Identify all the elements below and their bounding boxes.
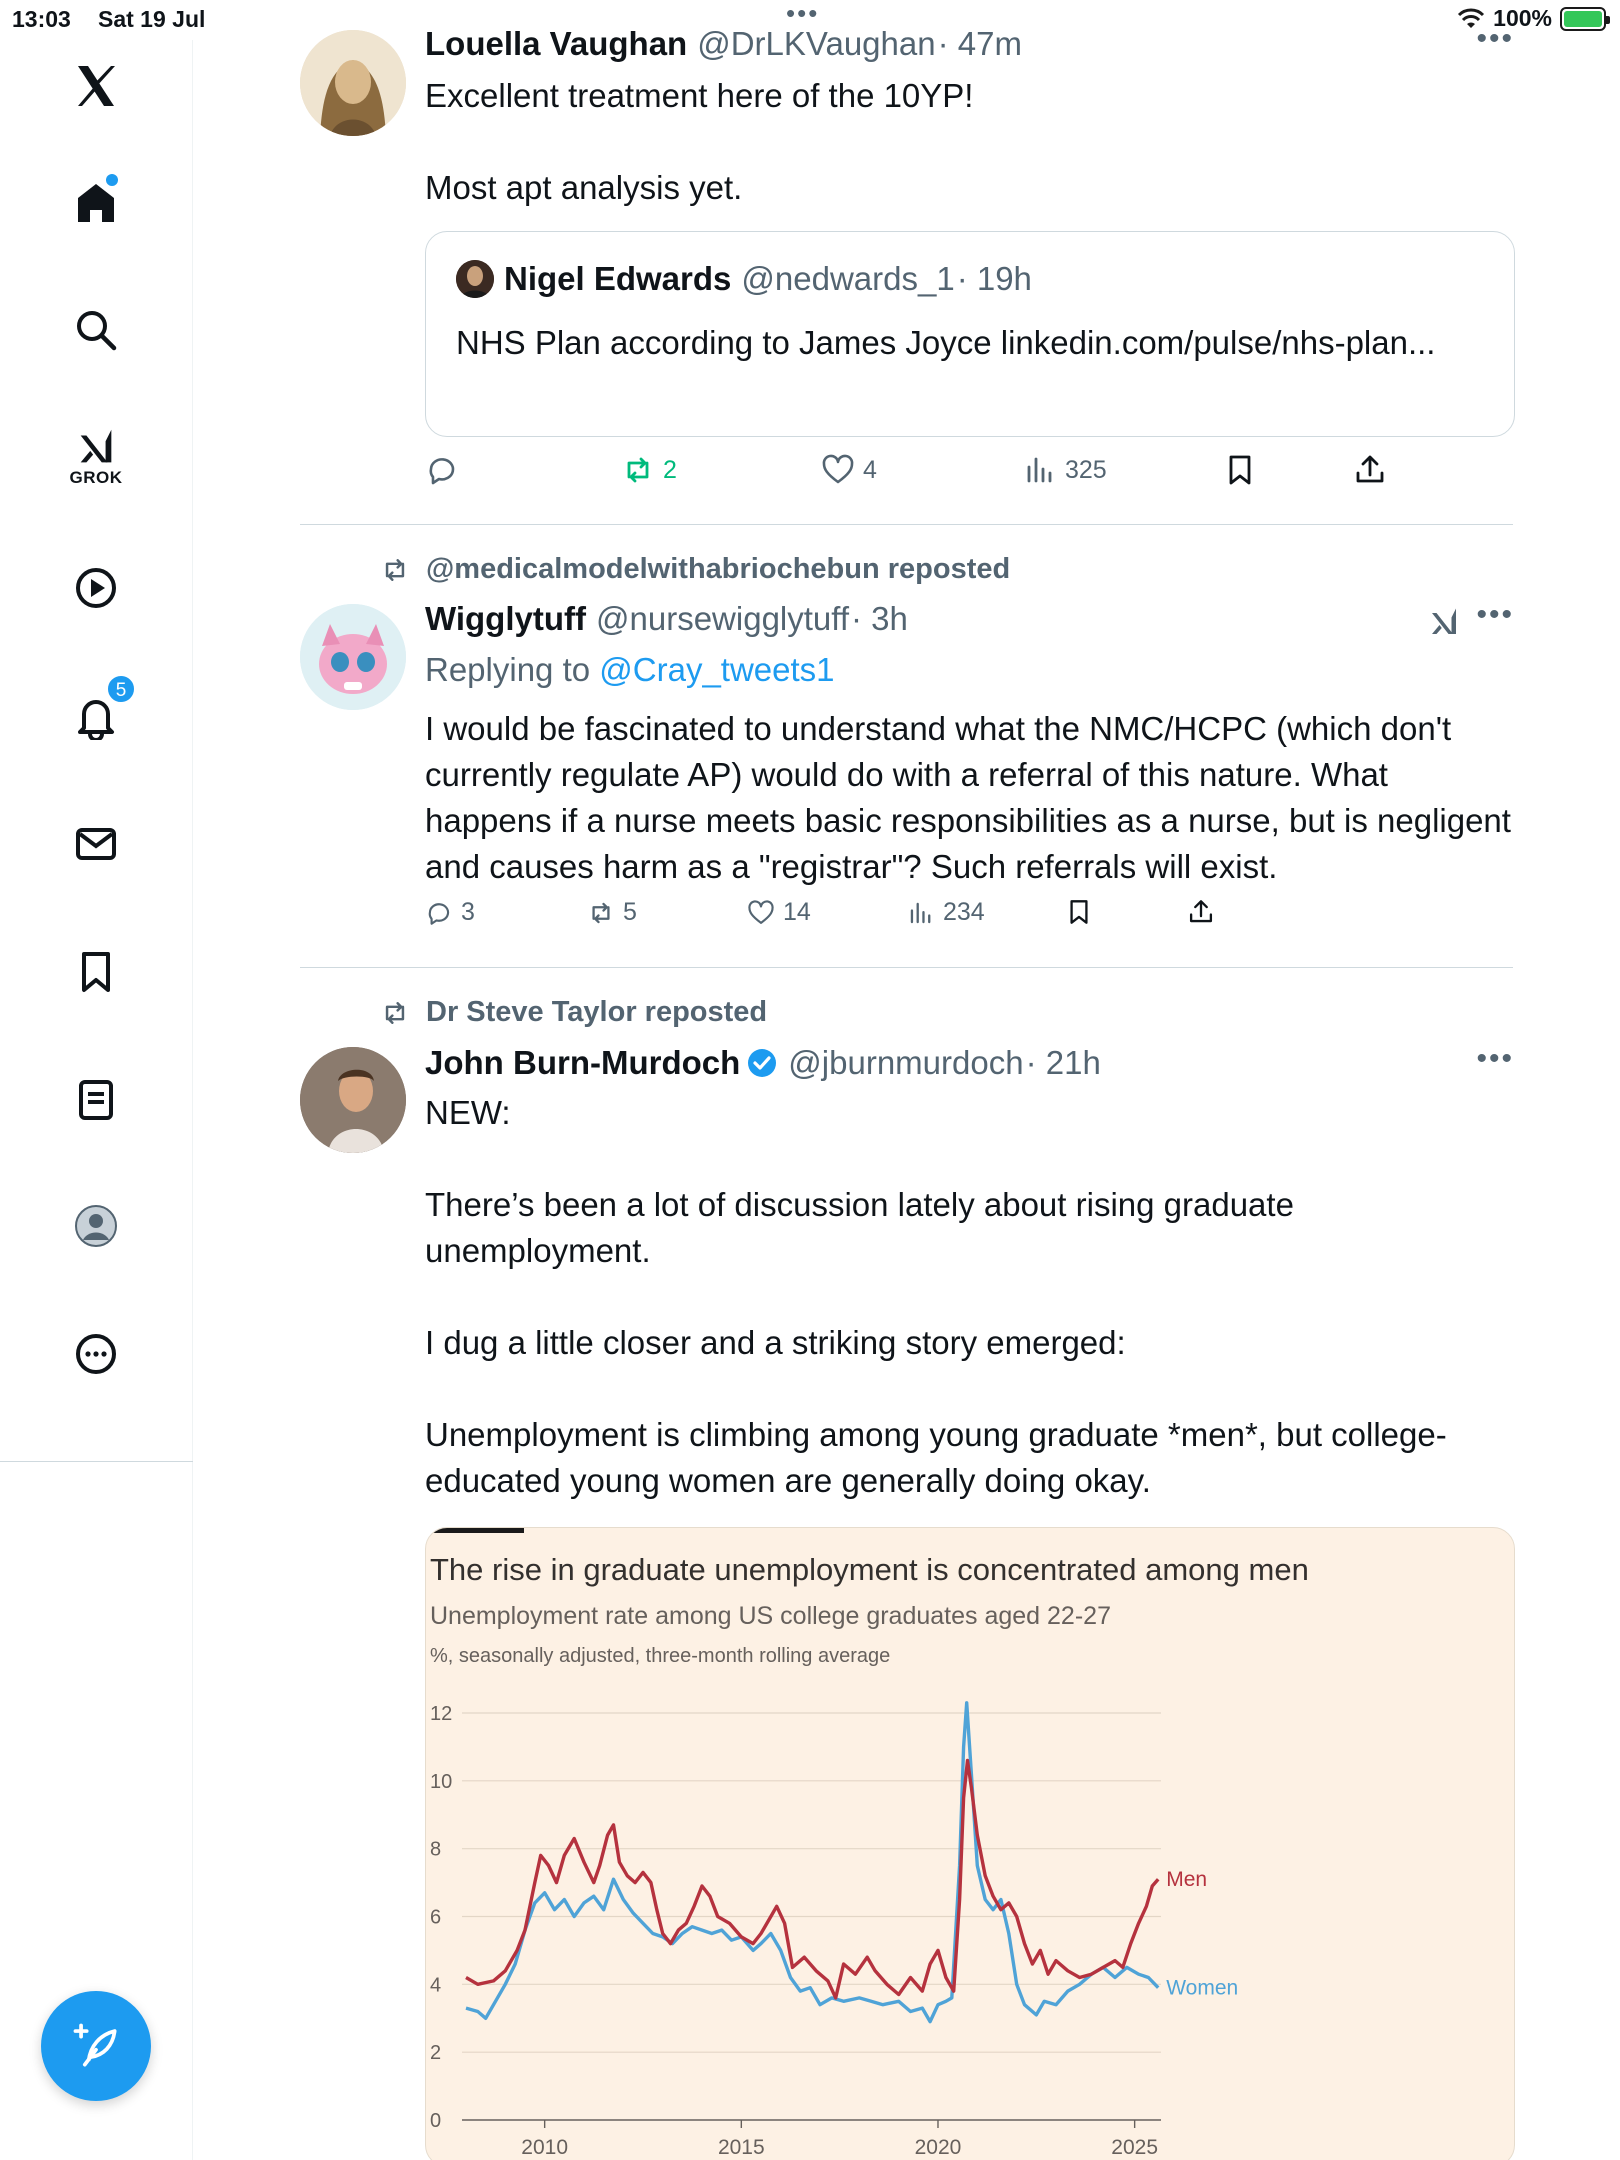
x-tick-label: 2015 — [717, 2136, 765, 2159]
repost-icon — [621, 453, 655, 487]
more-options-icon[interactable]: ••• — [1476, 22, 1514, 55]
profile-icon[interactable] — [50, 1180, 142, 1272]
y-tick-label: 12 — [430, 1703, 453, 1725]
bookmarks-icon[interactable] — [50, 926, 142, 1018]
grok-label: GROK — [69, 468, 123, 487]
views-button[interactable] — [907, 898, 985, 927]
bookmark-button[interactable] — [1223, 453, 1257, 487]
reposted-by[interactable]: Dr Steve Taylor reposted — [426, 996, 768, 1028]
lists-icon[interactable] — [50, 1054, 142, 1146]
compose-icon — [68, 2018, 124, 2074]
replying-to-label: Replying to — [425, 651, 600, 688]
quote-author-handle: @nedwards_1 — [741, 260, 955, 297]
repost-icon — [378, 555, 412, 585]
chart-note: %, seasonally adjusted, three-month rolling average — [430, 1645, 891, 1667]
sidebar-nav — [0, 40, 193, 2160]
series-line-men — [466, 1761, 1158, 1998]
share-button[interactable] — [1187, 898, 1215, 926]
notifications-badge: 5 — [106, 674, 136, 704]
bookmark-button[interactable] — [1065, 898, 1093, 926]
like-button[interactable] — [747, 898, 811, 927]
bookmark-icon — [1065, 898, 1093, 926]
post-actions — [425, 453, 1425, 503]
repost-icon — [378, 998, 412, 1028]
repost-count: 5 — [623, 898, 637, 926]
heart-icon — [821, 453, 855, 487]
chart-subtitle: Unemployment rate among US college graduates aged 22-27 — [430, 1602, 1111, 1630]
y-tick-label: 6 — [430, 1906, 442, 1929]
post-header — [425, 25, 1022, 63]
grok-icon[interactable] — [1426, 604, 1462, 640]
post-text: Excellent treatment here of the 10YP! Most apt analysis yet. — [425, 77, 974, 206]
post-divider — [300, 524, 1513, 525]
repost-icon — [587, 899, 615, 927]
quote-author-name: Nigel Edwards — [504, 260, 732, 297]
repost-button[interactable] — [587, 898, 637, 927]
reposted-by[interactable]: @medicalmodelwithabriochebun reposted — [426, 553, 1011, 585]
post-header — [425, 600, 908, 638]
post-time: · 21h — [1025, 1044, 1101, 1081]
more-options-icon[interactable]: ••• — [1476, 1042, 1514, 1075]
repost-indicator — [378, 553, 1010, 586]
replying-to-handle[interactable]: @Cray_tweets1 — [599, 651, 835, 688]
avatar[interactable] — [300, 30, 406, 136]
reply-button[interactable] — [425, 898, 475, 927]
more-options-icon[interactable]: ••• — [1476, 598, 1514, 631]
series-label-men: Men — [1166, 1868, 1208, 1892]
quote-avatar — [456, 260, 494, 298]
battery-percent: 100% — [1493, 5, 1552, 31]
author-handle[interactable]: @DrLKVaughan — [697, 25, 936, 62]
status-time: 13:03 — [12, 6, 71, 32]
repost-indicator — [378, 996, 767, 1029]
compose-button[interactable] — [41, 1991, 151, 2101]
sidebar-divider — [0, 1461, 193, 1462]
author-name[interactable]: John Burn-Murdoch — [425, 1044, 741, 1081]
series-label-women: Women — [1166, 1976, 1239, 2000]
chart-title: The rise in graduate unemployment is concentrated among men — [430, 1552, 1309, 1587]
analytics-icon — [907, 899, 935, 927]
post-time: · 3h — [851, 600, 908, 637]
y-tick-label: 4 — [430, 1974, 442, 1997]
analytics-icon — [1023, 453, 1057, 487]
post-text: NEW: There’s been a lot of discussion lately about rising graduate unemployment. I dug a little closer and a striking story emerged: Unemployment is climbing among young graduate *men*, but college-educated young women are generally doing okay. — [425, 1094, 1447, 1499]
post-time: · 47m — [937, 25, 1022, 62]
avatar[interactable] — [300, 604, 406, 710]
home-unread-dot — [106, 174, 118, 186]
repost-button[interactable] — [621, 453, 677, 487]
x-tick-label: 2020 — [914, 2136, 962, 2159]
reply-button[interactable] — [425, 453, 459, 487]
quote-time: · 19h — [956, 260, 1032, 297]
share-button[interactable] — [1353, 453, 1387, 487]
reply-icon — [425, 899, 453, 927]
status-date: Sat 19 Jul — [98, 6, 206, 32]
more-icon[interactable] — [50, 1308, 142, 1400]
like-count: 4 — [863, 455, 877, 484]
chart-image[interactable] — [425, 1527, 1515, 2160]
y-tick-label: 0 — [430, 2110, 442, 2132]
timeline — [194, 0, 1620, 2160]
views-button[interactable] — [1023, 453, 1107, 487]
like-count: 14 — [783, 898, 811, 926]
x-tick-label: 2010 — [521, 2136, 569, 2159]
x-logo-icon[interactable] — [50, 40, 142, 132]
reply-icon — [425, 453, 459, 487]
author-name[interactable]: Louella Vaughan — [425, 25, 688, 62]
series-line-women — [466, 1703, 1158, 2022]
author-name[interactable]: Wigglytuff — [425, 600, 586, 637]
video-icon[interactable] — [50, 542, 142, 634]
y-tick-label: 2 — [430, 2042, 442, 2065]
quoted-post[interactable] — [425, 231, 1515, 437]
view-count: 234 — [943, 898, 985, 926]
x-tick-label: 2025 — [1111, 2136, 1159, 2159]
post-header — [425, 1044, 1101, 1082]
post-text: I would be fascinated to understand what the NMC/HCPC (which don't currently regulate AP) would do with a referral of this nature. What happens if a nurse meets basic responsibilities as a nurse, but is negligent and causes harm as a "registrar"? Such referrals will exist. — [425, 710, 1521, 885]
reply-count: 3 — [461, 898, 475, 926]
post-divider — [300, 967, 1513, 968]
home-icon[interactable] — [50, 156, 142, 248]
view-count: 325 — [1065, 455, 1107, 484]
repost-count: 2 — [663, 455, 677, 484]
y-tick-label: 10 — [430, 1770, 453, 1793]
avatar[interactable] — [300, 1047, 406, 1153]
multitasking-dots-icon[interactable]: ••• — [786, 0, 820, 28]
quote-text: NHS Plan according to James Joyce linkedin.com/pulse/nhs-plan... — [456, 324, 1436, 361]
share-icon — [1187, 898, 1215, 926]
messages-icon[interactable] — [50, 798, 142, 890]
author-handle[interactable]: @jburnmurdoch — [788, 1044, 1024, 1081]
post-actions — [425, 898, 1425, 948]
quote-header — [456, 260, 1032, 298]
line-chart — [426, 1528, 1515, 2160]
search-icon[interactable] — [50, 284, 142, 376]
share-icon — [1353, 453, 1387, 487]
like-button[interactable] — [821, 453, 877, 487]
y-tick-label: 8 — [430, 1838, 442, 1861]
replying-to — [425, 651, 835, 689]
verified-badge-icon — [746, 1047, 778, 1079]
author-handle[interactable]: @nursewigglytuff — [596, 600, 850, 637]
grok-icon[interactable] — [50, 410, 142, 502]
notifications-icon[interactable] — [50, 670, 142, 762]
heart-icon — [747, 899, 775, 927]
bookmark-icon — [1223, 453, 1257, 487]
